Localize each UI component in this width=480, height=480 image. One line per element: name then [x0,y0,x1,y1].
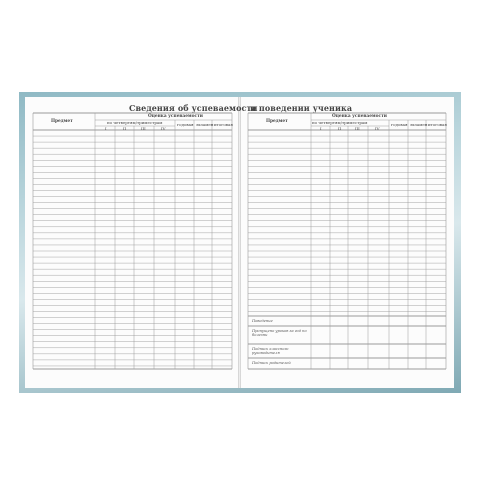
behavior-label: Поведение [252,319,273,323]
period-1-right: I [320,126,322,131]
grade-header-right: Оценка успеваемости [332,114,387,119]
missed-lessons-label: Пропущено уроков за год по болезни [252,329,307,338]
subject-header-right: Предмет [266,119,288,124]
period-1-left: I [105,126,107,131]
annual-header-right: годовая [391,122,408,127]
subject-header-left: Предмет [51,119,73,124]
parent-signature-label: Подпись родителей [252,361,291,365]
teacher-signature-label: Подпись классного руководителя [252,347,289,356]
annual-header-left: годовая [177,122,194,127]
period-2-left: II [123,126,127,131]
exam-header-left: экзамен [196,122,214,127]
exam-header-right: экзамен [410,122,428,127]
period-3-left: III [141,126,146,131]
period-2-right: II [338,126,342,131]
final-header-right: итоговая [428,122,447,127]
period-4-left: IV [161,126,166,131]
period-header-right: по четвертям/триместрам [312,120,368,125]
period-3-right: III [355,126,360,131]
period-4-right: IV [375,126,380,131]
title-right: и поведении ученика [250,103,353,113]
title-left: Сведения об успеваемости [129,103,258,113]
period-header-left: по четвертям/триместрам [107,120,163,125]
final-header-left: итоговая [214,122,233,127]
grade-header-left: Оценка успеваемости [148,114,203,119]
